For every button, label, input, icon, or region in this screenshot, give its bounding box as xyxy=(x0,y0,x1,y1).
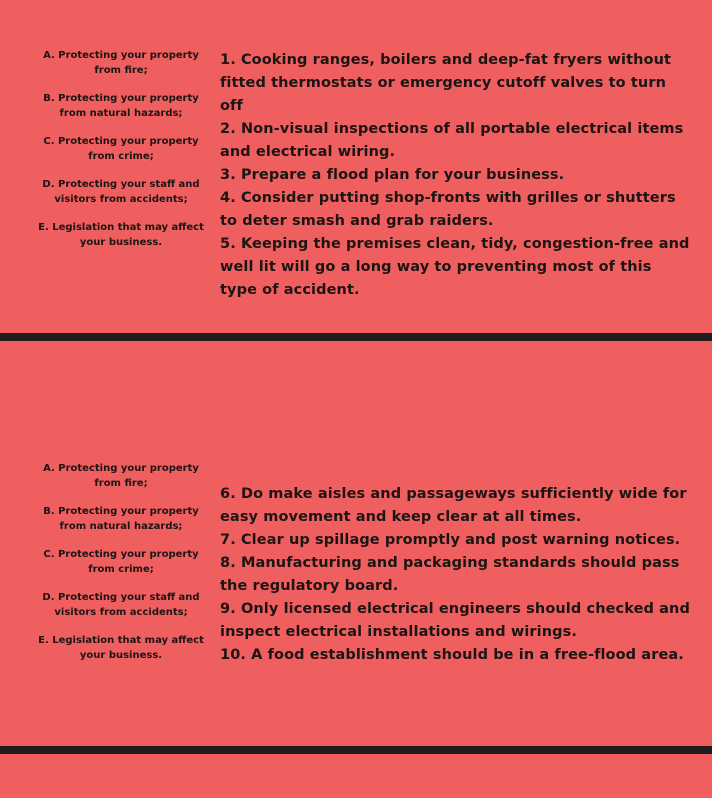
category-list xyxy=(30,461,212,676)
category-list xyxy=(30,48,212,263)
statement-7: 7. Clear up spillage promptly and post warning notices. xyxy=(220,532,681,548)
category-b: B. Protecting your property from natural hazards; xyxy=(43,506,199,532)
category-b: B. Protecting your property from natural hazards; xyxy=(43,93,199,119)
statement-9: 9. Only licensed electrical engineers should checked and inspect electrical installations and wirings. xyxy=(220,601,690,640)
statement-list xyxy=(220,483,690,667)
matching-panel-2 xyxy=(0,341,712,746)
statement-5: 5. Keeping the premises clean, tidy, congestion-free and well lit will go a long way to preventing most of this type of accident. xyxy=(220,236,690,298)
section-divider xyxy=(0,333,712,341)
statement-1: 1. Cooking ranges, boilers and deep-fat fryers without fitted thermostats or emergency cutoff valves to turn off xyxy=(220,52,672,114)
category-c: C. Protecting your property from crime; xyxy=(43,136,199,162)
statement-8: 8. Manufacturing and packaging standards should pass the regulatory board. xyxy=(220,555,680,594)
category-d: D. Protecting your staff and visitors from accidents; xyxy=(42,179,200,205)
statement-10: 10. A food establishment should be in a free-flood area. xyxy=(220,647,684,663)
matching-panel-3 xyxy=(0,754,712,798)
statement-6: 6. Do make aisles and passageways sufficiently wide for easy movement and keep clear at all times. xyxy=(220,486,687,525)
category-d: D. Protecting your staff and visitors from accidents; xyxy=(42,592,200,618)
section-divider xyxy=(0,746,712,754)
category-a: A. Protecting your property from fire; xyxy=(43,463,199,489)
statement-4: 4. Consider putting shop-fronts with grilles or shutters to deter smash and grab raiders. xyxy=(220,190,676,229)
statement-3: 3. Prepare a flood plan for your business. xyxy=(220,167,565,183)
category-e: E. Legislation that may affect your business. xyxy=(38,635,204,661)
statement-list xyxy=(220,49,690,302)
matching-panel-1 xyxy=(0,0,712,333)
category-c: C. Protecting your property from crime; xyxy=(43,549,199,575)
statement-2: 2. Non-visual inspections of all portable electrical items and electrical wiring. xyxy=(220,121,684,160)
category-a: A. Protecting your property from fire; xyxy=(43,50,199,76)
category-e: E. Legislation that may affect your business. xyxy=(38,222,204,248)
